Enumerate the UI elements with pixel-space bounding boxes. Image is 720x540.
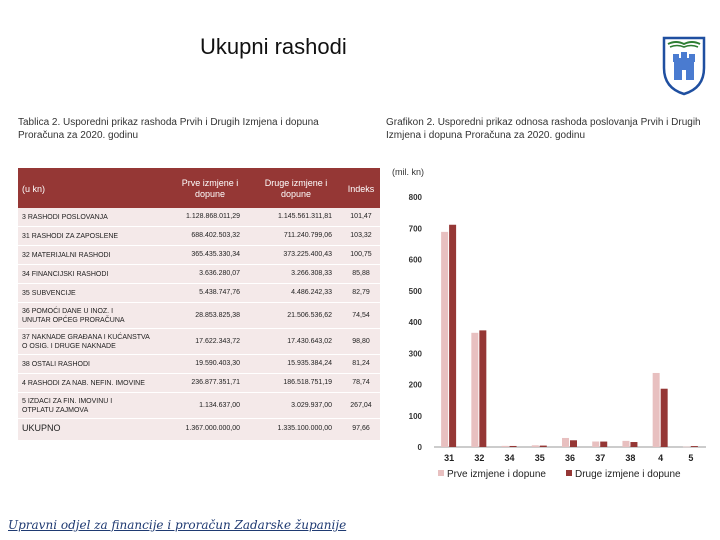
- y-unit-label: (mil. kn): [392, 167, 424, 177]
- header-unit: (u kn): [22, 184, 46, 194]
- bar-first-37: [592, 442, 599, 448]
- table-row: 4 RASHODI ZA NAB. NEFIN. IMOVINE 236.877.351,71 186.518.751,19 78,74: [18, 374, 380, 393]
- footer-department: Upravni odjel za financije i proračun Zadarske županije: [8, 518, 347, 532]
- legend-label-first: Prve izmjene i dopune: [447, 469, 546, 480]
- y-tick-label: 300: [408, 349, 422, 359]
- bar-second-32: [479, 330, 486, 447]
- bar-second-36: [570, 440, 577, 447]
- table-row: 34 FINANCIJSKI RASHODI 3.636.280,07 3.266.308,33 85,88: [18, 265, 380, 284]
- table-row-total: UKUPNO 1.367.000.000,00 1.335.100.000,00 97,66: [18, 419, 380, 441]
- legend-label-second: Druge izmjene i dopune: [575, 469, 681, 480]
- bar-second-35: [540, 446, 547, 447]
- y-tick-label: 400: [408, 318, 422, 327]
- bar-first-35: [532, 445, 539, 447]
- table-row: 38 OSTALI RASHODI 19.590.403,30 15.935.384,24 81,24: [18, 355, 380, 374]
- table-row: 35 SUBVENCIJE 5.438.747,76 4.486.242,33 82,79: [18, 284, 380, 303]
- x-tick-label: 4: [658, 453, 664, 463]
- table-row: 37 NAKNADE GRAĐANA I KUĆANSTVA O OSIG. I DRUGE NAKNADE 17.622.343,72 17.430.643,02 98,80: [18, 329, 380, 355]
- table-row: 32 MATERIJALNI RASHODI 365.435.330,34 373.225.400,43 100,75: [18, 246, 380, 265]
- bar-first-38: [622, 441, 629, 447]
- header-first-amendments: Prve izmjene i dopune: [181, 178, 239, 199]
- table-row: 36 POMOĆI DANE U INOZ. I UNUTAR OPĆEG PRORAČUNA 28.853.825,38 21.506.536,62 74,54: [18, 303, 380, 329]
- bar-chart-canvas: [386, 160, 720, 490]
- x-tick-label: 32: [474, 453, 485, 463]
- page-title: Ukupni rashodi: [200, 34, 347, 59]
- table-row: 31 RASHODI ZA ZAPOSLENE 688.402.503,32 711.240.799,06 103,32: [18, 227, 380, 246]
- expenditure-table: [18, 168, 380, 441]
- x-tick-label: 35: [534, 453, 545, 463]
- x-tick-label: 37: [595, 453, 606, 463]
- y-tick-label: 200: [408, 380, 422, 390]
- y-tick-label: 100: [408, 411, 422, 421]
- table-body: [18, 208, 380, 441]
- bar-second-5: [691, 446, 698, 447]
- table-row: 5 IZDACI ZA FIN. IMOVINU I OTPLATU ZAJMOVA 1.134.637,00 3.029.937,00 267,04: [18, 393, 380, 419]
- bar-second-4: [661, 389, 668, 447]
- chart-caption: Grafikon 2. Usporedni prikaz odnosa rashoda poslovanja Prvih i Drugih Izmjena i dopuna Proračuna za 2020. godinu: [386, 117, 701, 141]
- x-tick-label: 38: [625, 453, 636, 463]
- bar-second-31: [449, 225, 456, 447]
- legend-swatch-first: [438, 470, 444, 476]
- legend-swatch-second: [566, 470, 572, 476]
- bar-second-34: [510, 446, 517, 447]
- header-second-amendments: Druge izmjene i dopune: [264, 178, 328, 199]
- x-tick-label: 5: [688, 453, 694, 463]
- y-tick-label: 0: [417, 443, 422, 452]
- y-tick-label: 700: [408, 224, 422, 234]
- table-row: 3 RASHODI POSLOVANJA 1.128.868.011,29 1.145.561.311,81 101,47: [18, 208, 380, 227]
- x-tick-label: 34: [504, 453, 515, 463]
- expenditure-bar-chart: [386, 160, 720, 490]
- bar-first-4: [653, 373, 660, 447]
- header-index: Indeks: [347, 184, 375, 194]
- bar-second-37: [600, 442, 607, 447]
- bar-first-5: [683, 447, 690, 448]
- table-caption: Tablica 2. Usporedni prikaz rashoda Prvih i Drugih Izmjena i dopuna Proračuna za 2020. godinu: [18, 117, 319, 141]
- y-tick-label: 500: [408, 286, 422, 296]
- bar-first-32: [471, 333, 478, 447]
- y-tick-label: 800: [408, 193, 422, 202]
- bar-first-34: [502, 446, 509, 447]
- bar-first-31: [441, 232, 448, 447]
- bar-second-38: [630, 442, 637, 447]
- x-tick-label: 31: [444, 453, 455, 463]
- x-tick-label: 36: [564, 453, 576, 463]
- bar-first-36: [562, 438, 569, 447]
- y-tick-label: 600: [408, 255, 422, 265]
- coat-of-arms-logo: [660, 34, 708, 96]
- table-header: [18, 168, 380, 208]
